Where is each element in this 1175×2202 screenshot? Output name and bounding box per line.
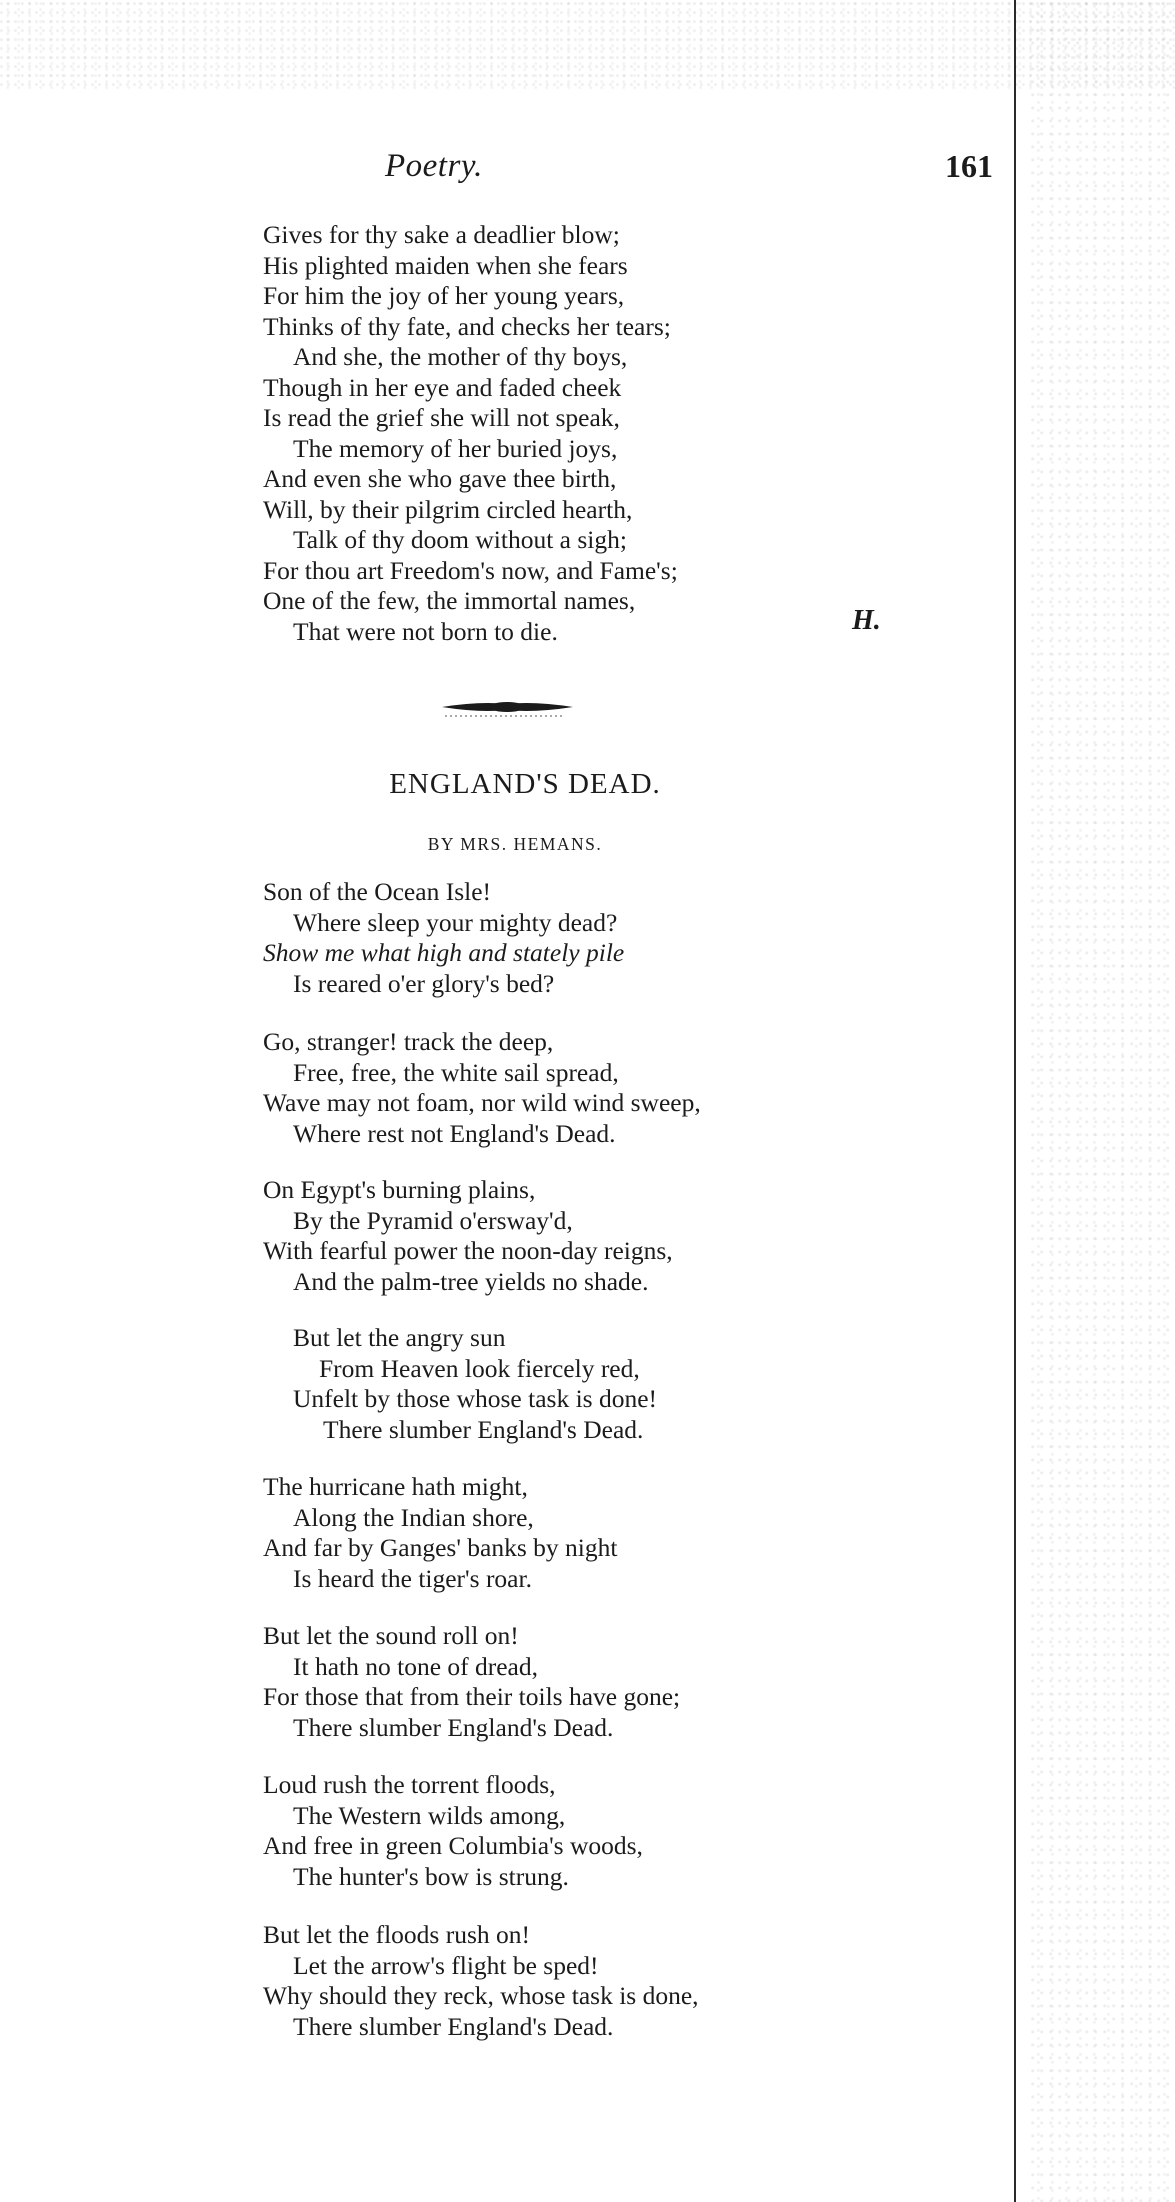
page-fold-line <box>1014 0 1016 2202</box>
poem-line: The memory of her buried joys, <box>293 433 618 463</box>
poem-line: One of the few, the immortal names, <box>263 586 636 615</box>
poem-line: But let the floods rush on! <box>263 1920 531 1949</box>
poem-line: There slumber England's Dead. <box>323 1414 644 1444</box>
poem-line: The hunter's bow is strung. <box>293 1861 569 1891</box>
poem-line: Where sleep your mighty dead? <box>293 907 618 937</box>
poem-line: And far by Ganges' banks by night <box>263 1533 618 1562</box>
continued-poem-stanza <box>263 220 678 647</box>
poem-line: Wave may not foam, nor wild wind sweep, <box>263 1088 701 1117</box>
paper-speckle-top <box>0 0 1175 90</box>
poem-stanza-3 <box>263 1175 673 1297</box>
poem-stanza-5 <box>263 1472 617 1594</box>
paper-speckle-margin <box>1030 0 1175 2202</box>
poem-line: Is read the grief she will not speak, <box>263 403 620 432</box>
poem-stanza-8 <box>263 1920 699 2042</box>
poem-line: By the Pyramid o'ersway'd, <box>293 1205 573 1235</box>
poem-line: Why should they reck, whose task is done, <box>263 1981 699 2010</box>
poem-line: Gives for thy sake a deadlier blow; <box>263 220 620 249</box>
poem-line: Free, free, the white sail spread, <box>293 1057 619 1087</box>
poem-line: But let the sound roll on! <box>263 1621 519 1650</box>
poem-stanza-4 <box>263 1323 657 1445</box>
author-initial: H. <box>852 605 881 636</box>
poem-line: Unfelt by those whose task is done! <box>293 1384 658 1413</box>
poem-byline: BY MRS. HEMANS. <box>427 834 603 854</box>
poem-line: Go, stranger! track the deep, <box>263 1027 554 1056</box>
poem-line: Thinks of thy fate, and checks her tears; <box>263 311 671 341</box>
poem-line: The Western wilds among, <box>293 1800 566 1830</box>
running-head: Poetry. <box>385 148 483 184</box>
poem-line: For those that from their toils have gone; <box>263 1682 681 1711</box>
poem-line: Along the Indian shore, <box>293 1502 534 1532</box>
poem-line: Is heard the tiger's roar. <box>293 1563 532 1593</box>
poem-line: There slumber England's Dead. <box>293 2011 614 2041</box>
poem-line: And the palm-tree yields no shade. <box>293 1266 649 1296</box>
poem-line: Talk of thy doom without a sigh; <box>293 525 627 554</box>
poem-stanza-2 <box>263 1027 701 1149</box>
poem-line: And free in green Columbia's woods, <box>263 1831 643 1860</box>
poem-line: The hurricane hath might, <box>263 1472 528 1501</box>
poem-line: And even she who gave thee birth, <box>263 464 617 493</box>
poem-stanza-6 <box>263 1621 680 1743</box>
poem-title: ENGLAND'S DEAD. <box>389 768 661 800</box>
poem-line: On Egypt's burning plains, <box>263 1175 536 1204</box>
poem-line: Though in her eye and faded cheek <box>263 372 622 402</box>
section-divider-ornament <box>440 695 575 724</box>
poem-line: Son of the Ocean Isle! <box>263 877 492 906</box>
poem-line: His plighted maiden when she fears <box>263 250 628 280</box>
poem-line: From Heaven look fiercely red, <box>319 1353 640 1383</box>
poem-line: Let the arrow's flight be sped! <box>293 1950 599 1980</box>
poem-stanza-1 <box>263 877 624 999</box>
poem-line: For him the joy of her young years, <box>263 281 625 310</box>
page-number: 161 <box>945 148 993 184</box>
poem-line: But let the angry sun <box>293 1323 506 1352</box>
poem-line: For thou art Freedom's now, and Fame's; <box>263 555 678 585</box>
poem-line: Show me what high and stately pile <box>263 938 625 967</box>
poem-stanza-7 <box>263 1770 643 1892</box>
poem-line: Is reared o'er glory's bed? <box>293 968 555 998</box>
poem-line: Where rest not England's Dead. <box>293 1118 616 1148</box>
poem-line: And she, the mother of thy boys, <box>293 342 628 371</box>
poem-line: It hath no tone of dread, <box>293 1651 539 1681</box>
poem-line: That were not born to die. <box>293 616 558 646</box>
poem-line: With fearful power the noon-day reigns, <box>263 1236 673 1265</box>
poem-line: Will, by their pilgrim circled hearth, <box>263 494 633 524</box>
poem-line: There slumber England's Dead. <box>293 1712 614 1742</box>
poem-line: Loud rush the torrent floods, <box>263 1770 556 1799</box>
